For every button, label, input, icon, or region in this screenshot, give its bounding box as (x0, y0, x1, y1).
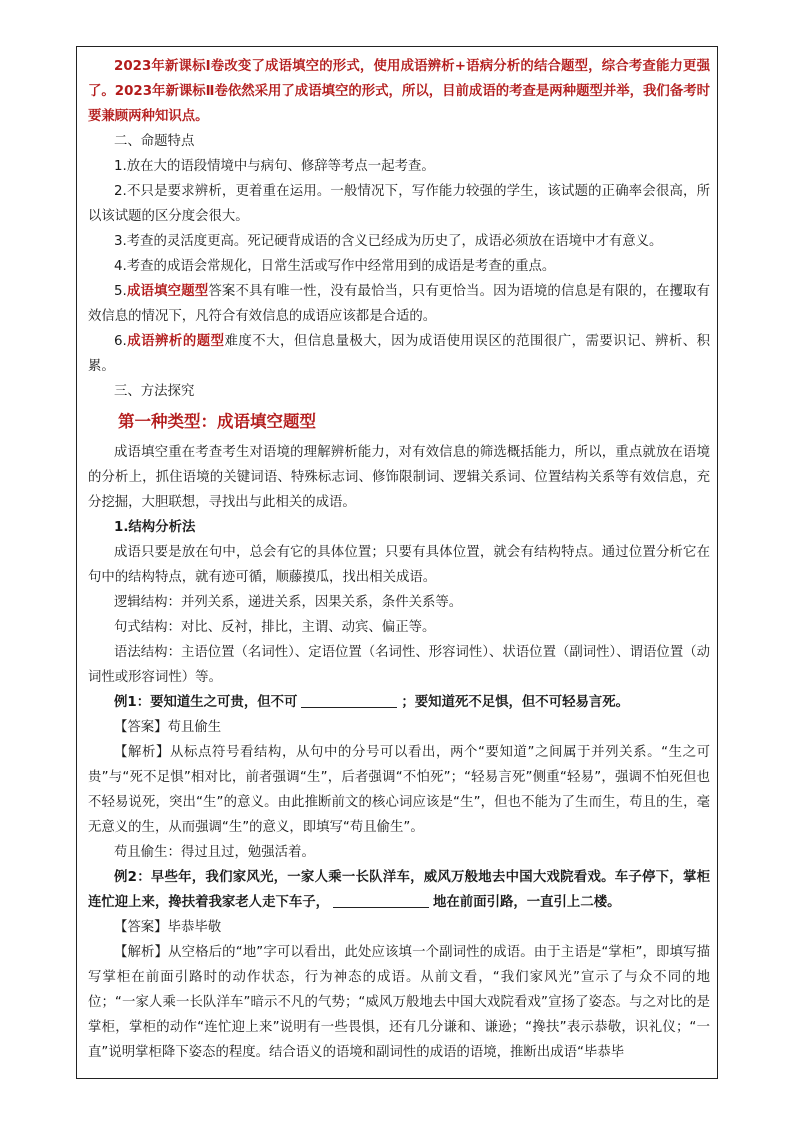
analysis-text: 从标点符号看结构，从句中的分号可以看出，两个“要知道”之间属于并列关系。“生之可贵”与“死不足惧”相对比，前者强调“生”，后者强调“不怕死”；“轻易言死”侧重“轻易”，强调不怕死但也不轻易说死，突出“生”的意义。由此推断前文的核心词应该是“生”，但也不能为了生而生，苟且的生，毫无意义的生，从而强调“生”的意义，即填写“苟且偷生”。 (88, 745, 710, 835)
example-2-text-before: 例2：早些年，我们家风光，一家人乘一长队洋车，威风万般地去中国大戏院看戏。车子停下，掌柜连忙迎上来，搀扶着我家老人走下车子， (88, 870, 710, 910)
example-2-text-after: 地在前面引路，一直引上二楼。 (433, 895, 621, 910)
point-3: 3.考查的灵活度更高。死记硬背成语的含义已经成为历史了，成语必须放在语境中才有意义。 (114, 234, 663, 249)
intro-paragraph: 2023年新课标Ⅰ卷改变了成语填空的形式，使用成语辨析+语病分析的结合题型，综合考查能力更强了。2023年新课标Ⅱ卷依然采用了成语填空的形式，所以，目前成语的考查是两种题型并举，我们备考时要兼顾两种知识点。 (88, 59, 710, 124)
point-2: 2.不只是要求辨析，更着重在运用。一般情况下，写作能力较强的学生，该试题的正确率会很高，所以该试题的区分度会很大。 (88, 184, 710, 224)
point-5-highlight: 成语填空题型 (126, 284, 209, 299)
example-2-analysis (88, 940, 710, 1065)
section-title-methods: 三、方法探究 (114, 384, 195, 399)
sentence-structure: 句式结构：对比、反衬，排比，主谓、动宾、偏正等。 (114, 620, 436, 635)
answer-text: 苟且偷生 (167, 720, 222, 735)
grammar-structure: 语法结构：主语位置（名词性）、定语位置（名词性、形容词性）、状语位置（副词性）、谓语位置（动词性或形容词性）等。 (88, 645, 710, 685)
example-2-blank (333, 895, 429, 908)
point-5-text: 答案不具有唯一性，没有最恰当，只有更恰当。因为语境的信息是有限的，在攫取有效信息的情况下，凡符合有效信息的成语应该都是合适的。 (88, 284, 711, 324)
example-1-blank (301, 695, 397, 708)
answer-text: 毕恭毕敬 (167, 920, 222, 935)
answer-tag: 【答案】 (114, 920, 168, 935)
example-1-answer (88, 715, 710, 740)
example-1-text-before: 例1：要知道生之可贵，但不可 (114, 695, 298, 710)
document-body (88, 54, 710, 1065)
point-6-text: 难度不大，但信息量极大，因为成语使用误区的范围很广，需要识记、辨析、积累。 (88, 334, 711, 374)
point-6-highlight: 成语辨析的题型 (126, 334, 225, 349)
point-6 (88, 329, 710, 379)
example-2-answer (88, 915, 710, 940)
section-title-characteristics: 二、命题特点 (114, 134, 195, 149)
example-1-text-after: ；要知道死不足惧，但不可轻易言死。 (401, 695, 630, 710)
type-1-intro: 成语填空重在考查考生对语境的理解辨析能力，对有效信息的筛选概括能力，所以，重点就放在语境的分析上，抓住语境的关键词语、特殊标志词、修饰限制词、逻辑关系词、位置结构关系等有效信息，充分挖掘，大胆联想，寻找出与此相关的成语。 (88, 445, 710, 510)
point-1: 1.放在大的语段情境中与病句、修辞等考点一起考查。 (114, 159, 435, 174)
point-4: 4.考查的成语会常规化，日常生活或写作中经常用到的成语是考查的重点。 (114, 259, 556, 274)
analysis-text: 从空格后的“地”字可以看出，此处应该填一个副词性的成语。由于主语是“掌柜”，即填写描写掌柜在前面引路时的动作状态，行为神态的成语。从前文看，“我们家风光”宣示了与众不同的地位；“一家人乘一长队洋车”暗示不凡的气势；“威风万般地去中国大戏院看戏”宣扬了姿态。与之对比的是掌柜，掌柜的动作“连忙迎上来”说明有一些畏惧，还有几分谦和、谦逊；“搀扶”表示恭敬，识礼仪；“一直”说明掌柜降下姿态的程度。结合语义的语境和副词性的成语的语境，推断出成语“毕恭毕 (88, 945, 711, 1060)
example-1-gloss: 苟且偷生：得过且过，勉强活着。 (114, 845, 315, 860)
point-5 (88, 279, 710, 329)
type-1-heading: 第一种类型：成语填空题型 (118, 412, 316, 431)
example-1-question (88, 690, 710, 715)
point-6-number: 6. (114, 334, 127, 349)
answer-tag: 【答案】 (114, 720, 168, 735)
point-5-number: 5. (114, 284, 127, 299)
analysis-tag: 【解析】 (114, 945, 169, 960)
analysis-tag: 【解析】 (114, 745, 170, 760)
method-1-title: 1.结构分析法 (114, 520, 196, 535)
logic-structure: 逻辑结构：并列关系，递进关系，因果关系，条件关系等。 (114, 595, 463, 610)
example-1-analysis (88, 740, 710, 840)
method-1-paragraph: 成语只要是放在句中，总会有它的具体位置；只要有具体位置，就会有结构特点。通过位置分析它在句中的结构特点，就有迹可循，顺藤摸瓜，找出相关成语。 (88, 545, 710, 585)
example-2-question (88, 865, 710, 915)
